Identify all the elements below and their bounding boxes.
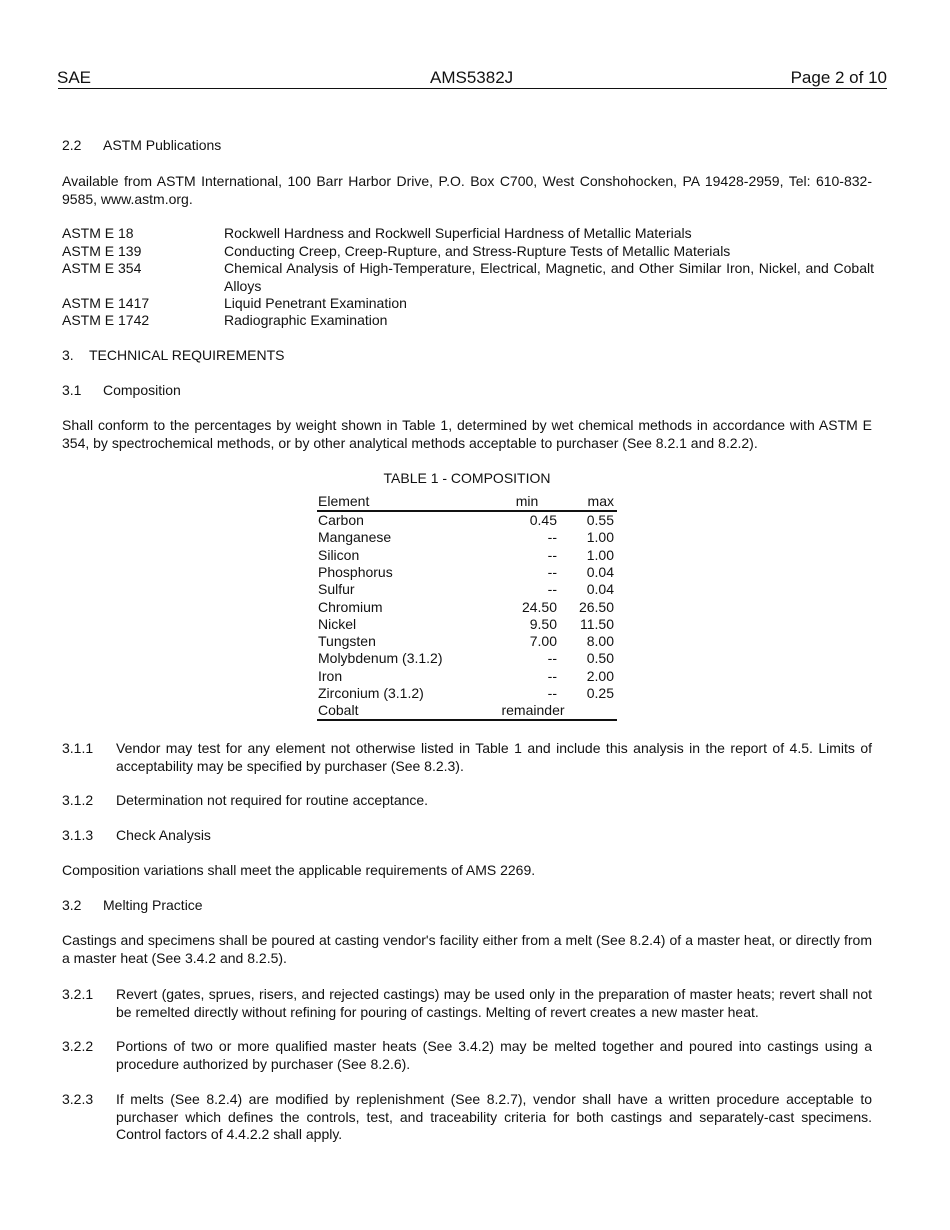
table-row	[317, 547, 617, 564]
astm-availability-paragraph: Available from ASTM International, 100 Barr Harbor Drive, P.O. Box C700, West Conshohocken, PA 19428-2959, Tel: 610-832-9585, www.astm.org.	[62, 173, 872, 207]
element-cell: Nickel	[318, 615, 357, 632]
reference-title: Rockwell Hardness and Rockwell Superficial Hardness of Metallic Materials	[224, 225, 692, 241]
check-analysis-paragraph: Composition variations shall meet the applicable requirements of AMS 2269.	[62, 862, 536, 878]
table-bottom-rule	[317, 719, 617, 721]
element-cell: Iron	[318, 667, 343, 684]
max-cell: 26.50	[578, 598, 614, 615]
section-title: Composition	[103, 382, 181, 398]
column-header-element: Element	[318, 493, 370, 509]
reference-code: ASTM E 18	[62, 225, 134, 241]
reference-code: ASTM E 1417	[62, 294, 150, 311]
max-cell: 0.04	[586, 581, 614, 598]
min-cell: 7.00	[529, 633, 557, 650]
section-text: Revert (gates, sprues, risers, and rejected castings) may be used only in the preparation of master heats; revert shall not be remelted directly without refining for pouring of castings. Melting of revert creates a new master heat.	[116, 986, 872, 1020]
section-3-2-heading	[62, 897, 203, 915]
element-cell: Tungsten	[318, 633, 376, 650]
max-cell: 2.00	[586, 667, 614, 684]
max-cell: 0.55	[586, 512, 614, 528]
min-cell: 0.45	[529, 512, 557, 528]
reference-code: ASTM E 139	[62, 242, 142, 259]
section-number: 3.2.2	[62, 1038, 94, 1054]
element-cell: Zirconium (3.1.2)	[318, 685, 424, 701]
min-cell: 24.50	[521, 598, 557, 615]
min-cell: --	[547, 546, 557, 563]
min-cell: 9.50	[529, 615, 557, 632]
section-3-1-heading	[62, 382, 181, 400]
table-row	[317, 650, 617, 667]
min-cell: --	[547, 650, 557, 667]
section-number: 2.2	[62, 137, 82, 153]
document-number: AMS5382J	[430, 68, 514, 87]
section-title: Check Analysis	[116, 827, 211, 843]
composition-paragraph: Shall conform to the percentages by weight shown in Table 1, determined by wet chemical methods in accordance with ASTM E 354, by spectrochemical methods, or by other analytical methods acceptable to purchaser (See 8.2.1 and 8.2.2).	[62, 417, 872, 451]
table-row	[317, 512, 617, 529]
section-title: TECHNICAL REQUIREMENTS	[89, 347, 285, 363]
section-number: 3.	[62, 347, 74, 363]
section-number: 3.2	[62, 897, 82, 913]
section-title: Melting Practice	[103, 897, 203, 913]
element-cell: Cobalt	[318, 702, 359, 719]
reference-code: ASTM E 354	[62, 260, 142, 276]
table-row	[317, 668, 617, 685]
table-row	[317, 685, 617, 702]
table-row	[317, 599, 617, 616]
page-number: Page 2 of 10	[790, 68, 887, 87]
reference-code: ASTM E 1742	[62, 312, 150, 328]
section-text: Portions of two or more qualified master heats (See 3.4.2) may be melted together and poured into castings using a procedure authorized by purchaser (See 8.2.6).	[116, 1038, 872, 1072]
table-title: TABLE 1 - COMPOSITION	[383, 470, 551, 486]
element-cell: Silicon	[318, 546, 360, 563]
header-left: SAE	[57, 68, 92, 87]
max-cell: 8.00	[586, 633, 614, 650]
section-number: 3.1.1	[62, 740, 94, 756]
min-cell: --	[547, 563, 557, 580]
table-row	[317, 702, 617, 719]
section-number: 3.2.1	[62, 986, 94, 1002]
section-text: If melts (See 8.2.4) are modified by replenishment (See 8.2.7), vendor shall have a written procedure acceptable to purchaser which defines the controls, test, and traceability criteria for both castings and separately-cast specimens. Control factors of 4.4.2.2 shall apply.	[116, 1091, 872, 1142]
table-row	[317, 633, 617, 650]
section-2-2-heading	[62, 137, 221, 155]
table-row	[317, 529, 617, 546]
max-cell: 0.25	[586, 685, 614, 701]
section-text: Vendor may test for any element not otherwise listed in Table 1 and include this analysis in the report of 4.5. Limits of acceptability may be specified by purchaser (See 8.2.3).	[116, 740, 872, 774]
element-cell: Phosphorus	[318, 563, 393, 580]
max-cell: 0.50	[586, 650, 614, 667]
section-number: 3.2.3	[62, 1091, 94, 1107]
column-header-min: min	[515, 493, 539, 509]
min-cell: --	[547, 667, 557, 684]
column-header-max: max	[587, 493, 614, 509]
reference-title: Radiographic Examination	[224, 312, 388, 328]
min-cell: --	[547, 529, 557, 546]
table-row	[317, 564, 617, 581]
section-number: 3.1.2	[62, 792, 94, 808]
reference-title: Liquid Penetrant Examination	[224, 294, 407, 311]
element-cell: Chromium	[318, 598, 383, 615]
max-cell: 1.00	[586, 546, 614, 563]
reference-title: Chemical Analysis of High-Temperature, Electrical, Magnetic, and Other Similar Iron, Nickel, and Cobalt Alloys	[224, 260, 874, 294]
element-cell: Molybdenum (3.1.2)	[318, 650, 443, 667]
section-text: Determination not required for routine acceptance.	[116, 792, 429, 808]
max-cell: 1.00	[586, 529, 614, 546]
section-number: 3.1.3	[62, 827, 94, 843]
remainder-cell: remainder	[501, 702, 565, 719]
header-rule	[58, 88, 887, 89]
element-cell: Carbon	[318, 512, 364, 528]
element-cell: Sulfur	[318, 581, 355, 598]
section-number: 3.1	[62, 382, 82, 398]
table-row	[317, 616, 617, 633]
table-row	[317, 581, 617, 598]
min-cell: --	[547, 685, 557, 701]
reference-title: Conducting Creep, Creep-Rupture, and Stress-Rupture Tests of Metallic Materials	[224, 242, 731, 259]
element-cell: Manganese	[318, 529, 392, 546]
table-header-row	[317, 493, 617, 510]
section-title: ASTM Publications	[103, 137, 222, 153]
melting-practice-paragraph: Castings and specimens shall be poured at casting vendor's facility either from a melt (See 8.2.4) of a master heat, or directly from a master heat (See 3.4.2 and 8.2.5).	[62, 932, 872, 966]
max-cell: 0.04	[586, 563, 614, 580]
min-cell: --	[547, 581, 557, 598]
max-cell: 11.50	[580, 615, 614, 632]
section-3-heading	[62, 347, 285, 365]
